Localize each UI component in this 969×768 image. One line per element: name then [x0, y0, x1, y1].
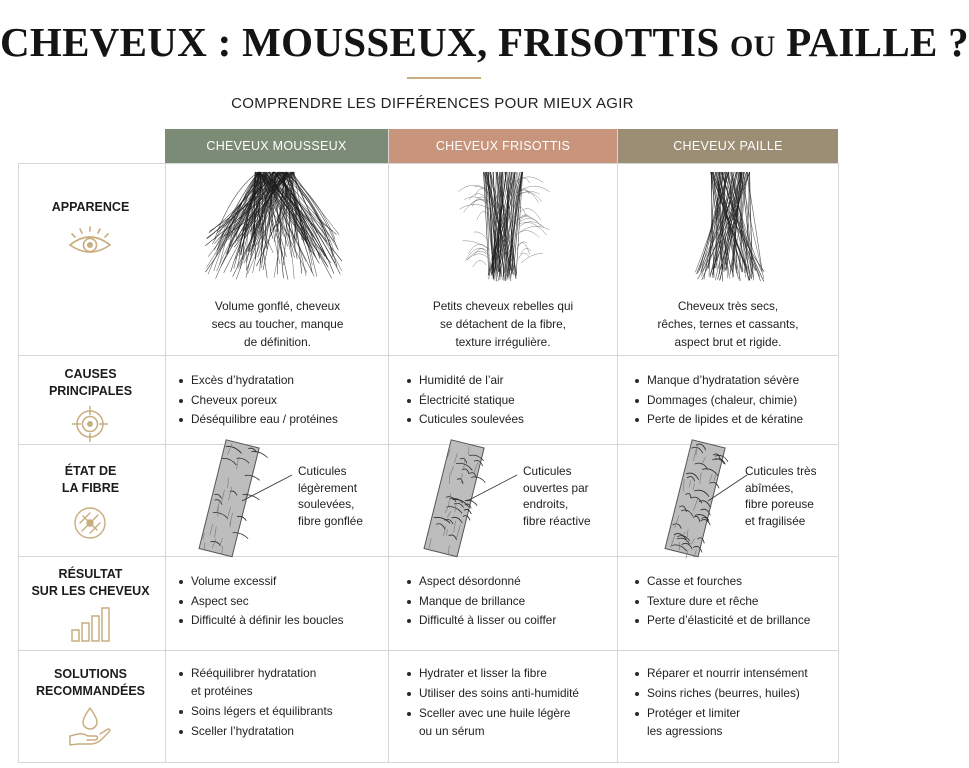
solutions-paille-list: [634, 664, 808, 740]
list-item: Volume excessif: [178, 572, 344, 592]
grid-line: [165, 129, 166, 763]
flyaway-hair-image: [448, 170, 558, 285]
fibre-frisottis-text: Cuticules ouvertes par endroits, fibre réactive: [523, 464, 591, 528]
list-item: Aspect sec: [178, 592, 344, 612]
causes-paille-list: [634, 371, 803, 430]
list-item: Soins riches (beurres, huiles): [634, 684, 808, 702]
list-item: Texture dure et rêche: [634, 592, 810, 612]
row-label-resultat: RÉSULTAT SUR LES CHEVEUX: [31, 567, 150, 598]
list-item: Difficulté à lisser ou coiffer: [406, 611, 556, 631]
apparence-paille-text: Cheveux très secs, rêches, ternes et cassants, aspect brut et rigide.: [657, 299, 799, 349]
grid-line: [388, 129, 389, 763]
row-label-apparence: APPARENCE: [51, 200, 130, 214]
column-header-frisottis: CHEVEUX FRISOTTIS: [389, 129, 617, 163]
title-small: OU: [730, 30, 776, 63]
fibre-magnifier-icon: [71, 504, 109, 542]
list-item: Soins légers et équilibrants: [178, 702, 333, 720]
grid-line: [18, 355, 839, 356]
list-item: Perte de lipides et de kératine: [634, 410, 803, 430]
frizzy-volume-hair-image: [210, 170, 340, 285]
grid-line: [18, 444, 839, 445]
column-header-paille: CHEVEUX PAILLE: [618, 129, 838, 163]
row-label-solutions: SOLUTIONS RECOMMANDÉES: [35, 667, 146, 698]
hand-drop-icon: [68, 706, 112, 748]
list-item: Électricité statique: [406, 391, 524, 411]
list-item: Sceller avec une huile légère ou un sérum: [406, 704, 579, 740]
fibre-frisottis-image: [407, 453, 517, 545]
list-item: Réparer et nourrir intensément: [634, 664, 808, 682]
title-end: PAILLE ?: [775, 19, 969, 65]
list-item: Cheveux poreux: [178, 391, 338, 411]
list-item: Difficulté à définir les boucles: [178, 611, 344, 631]
fibre-paille-text: Cuticules très abîmées, fibre poreuse et fragilisée: [745, 464, 817, 528]
list-item: Hydrater et lisser la fibre: [406, 664, 579, 682]
apparence-frisottis-text: Petits cheveux rebelles qui se détachent de la fibre, texture irrégulière.: [432, 299, 574, 349]
list-item: Casse et fourches: [634, 572, 810, 592]
list-item: Cuticules soulevées: [406, 410, 524, 430]
page-subtitle: COMPRENDRE LES DIFFÉRENCES POUR MIEUX AGIR: [231, 95, 634, 112]
solutions-mousseux-list: [178, 664, 333, 740]
grid-line: [617, 129, 618, 763]
list-item: Manque de brillance: [406, 592, 556, 612]
grid-line: [18, 650, 839, 651]
grid-line: [18, 762, 839, 763]
list-item: Excès d’hydratation: [178, 371, 338, 391]
list-item: Déséquilibre eau / protéines: [178, 410, 338, 430]
bar-chart-icon: [70, 606, 110, 642]
list-item: Humidité de l’air: [406, 371, 524, 391]
apparence-mousseux-text: Volume gonflé, cheveux secs au toucher, manque de définition.: [211, 299, 344, 349]
target-icon: [71, 405, 109, 443]
title-main: CHEVEUX : MOUSSEUX, FRISOTTIS: [0, 19, 731, 65]
list-item: Manque d’hydratation sévère: [634, 371, 803, 391]
resultat-mousseux-list: [178, 572, 344, 631]
straw-hair-image: [680, 170, 780, 285]
resultat-frisottis-list: [406, 572, 556, 631]
column-header-mousseux: CHEVEUX MOUSSEUX: [165, 129, 388, 163]
grid-line: [18, 163, 839, 164]
eye-icon: [67, 226, 113, 260]
list-item: Rééquilibrer hydratation et protéines: [178, 664, 333, 700]
fibre-paille-image: [648, 453, 748, 545]
list-item: Aspect désordonné: [406, 572, 556, 592]
row-label-fibre: ÉTAT DE LA FIBRE: [61, 464, 120, 495]
list-item: Sceller l’hydratation: [178, 722, 333, 740]
resultat-paille-list: [634, 572, 810, 631]
fibre-mousseux-text: Cuticules légèrement soulevées, fibre gonflée: [298, 464, 363, 528]
grid-line: [18, 556, 839, 557]
grid-line: [838, 163, 839, 763]
causes-frisottis-list: [406, 371, 524, 430]
list-item: Protéger et limiter les agressions: [634, 704, 808, 740]
solutions-frisottis-list: [406, 664, 579, 740]
causes-mousseux-list: [178, 371, 338, 430]
fibre-mousseux-image: [182, 453, 292, 545]
row-label-causes: CAUSES PRINCIPALES: [48, 367, 133, 398]
list-item: Perte d’élasticité et de brillance: [634, 611, 810, 631]
list-item: Dommages (chaleur, chimie): [634, 391, 803, 411]
list-item: Utiliser des soins anti-humidité: [406, 684, 579, 702]
